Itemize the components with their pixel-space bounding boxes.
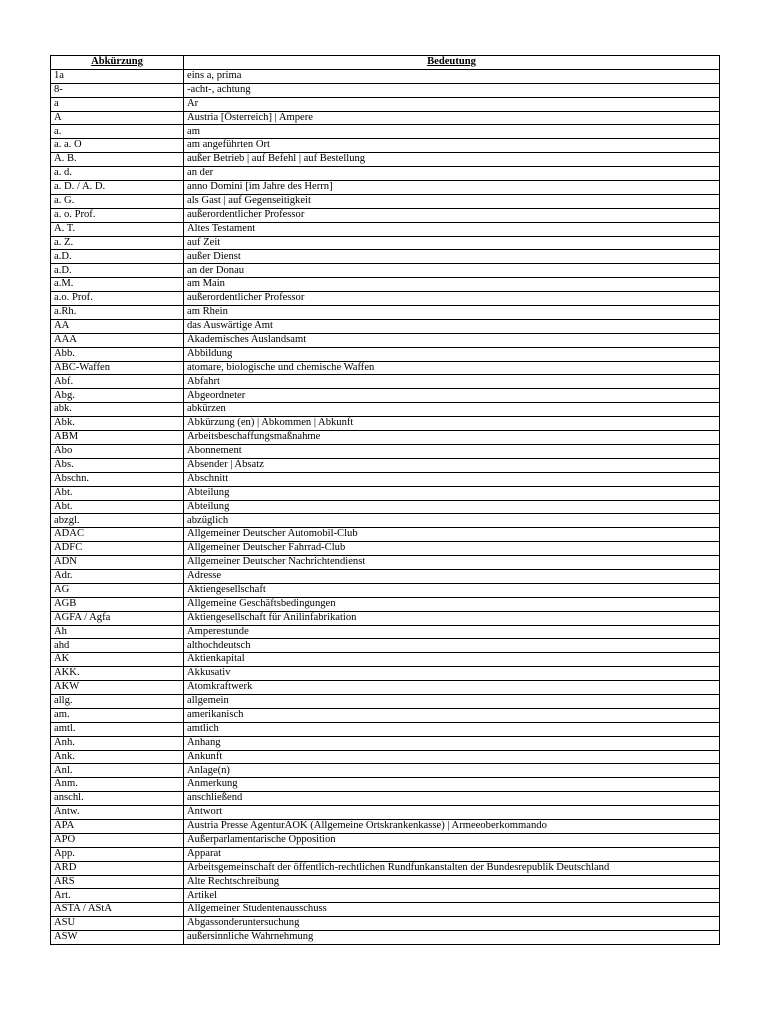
meaning-cell: Austria [Österreich] | Ampere	[184, 111, 720, 125]
table-row	[51, 153, 720, 167]
table-row	[51, 917, 720, 931]
table-row	[51, 931, 720, 945]
header-meaning: Bedeutung	[184, 56, 720, 70]
table-row	[51, 375, 720, 389]
meaning-cell: Artikel	[184, 889, 720, 903]
abbreviation-cell: ahd	[51, 639, 184, 653]
meaning-cell: an der	[184, 167, 720, 181]
meaning-cell: amerikanisch	[184, 708, 720, 722]
meaning-cell: -acht-, achtung	[184, 83, 720, 97]
abbreviation-cell: a. a. O	[51, 139, 184, 153]
table-row	[51, 69, 720, 83]
table-row	[51, 694, 720, 708]
abbreviation-cell: a.D.	[51, 250, 184, 264]
abbreviation-cell: Antw.	[51, 806, 184, 820]
table-row	[51, 708, 720, 722]
abbreviation-cell: AGFA / Agfa	[51, 611, 184, 625]
abbreviation-cell: Adr.	[51, 569, 184, 583]
abbreviation-cell: ASW	[51, 931, 184, 945]
meaning-cell: Allgemeiner Deutscher Fahrrad-Club	[184, 542, 720, 556]
abbreviation-cell: am.	[51, 708, 184, 722]
table-row	[51, 889, 720, 903]
abbreviation-cell: AA	[51, 319, 184, 333]
abbreviation-cell: abzgl.	[51, 514, 184, 528]
meaning-cell: althochdeutsch	[184, 639, 720, 653]
meaning-cell: Ar	[184, 97, 720, 111]
abbreviation-cell: a	[51, 97, 184, 111]
abbreviation-cell: Abt.	[51, 500, 184, 514]
header-abbreviation: Abkürzung	[51, 56, 184, 70]
table-row	[51, 833, 720, 847]
meaning-cell: atomare, biologische und chemische Waffen	[184, 361, 720, 375]
table-row	[51, 806, 720, 820]
table-row	[51, 97, 720, 111]
table-row	[51, 472, 720, 486]
meaning-cell: Alte Rechtschreibung	[184, 875, 720, 889]
meaning-cell: am	[184, 125, 720, 139]
abbreviation-cell: ADN	[51, 556, 184, 570]
meaning-cell: als Gast | auf Gegenseitigkeit	[184, 194, 720, 208]
meaning-cell: Aktienkapital	[184, 653, 720, 667]
meaning-cell: Antwort	[184, 806, 720, 820]
abbreviation-cell: ABM	[51, 431, 184, 445]
meaning-cell: Adresse	[184, 569, 720, 583]
table-row	[51, 556, 720, 570]
abbreviation-cell: Anl.	[51, 764, 184, 778]
abbreviation-cell: 8-	[51, 83, 184, 97]
table-row	[51, 778, 720, 792]
table-body	[51, 69, 720, 944]
table-row	[51, 500, 720, 514]
table-row	[51, 264, 720, 278]
abbreviation-cell: ARD	[51, 861, 184, 875]
table-row	[51, 667, 720, 681]
abbreviation-cell: A. T.	[51, 222, 184, 236]
table-row	[51, 444, 720, 458]
meaning-cell: Apparat	[184, 847, 720, 861]
meaning-cell: Altes Testament	[184, 222, 720, 236]
table-row	[51, 875, 720, 889]
abbreviation-cell: Anm.	[51, 778, 184, 792]
abbreviation-cell: Ank.	[51, 750, 184, 764]
table-row	[51, 639, 720, 653]
table-row	[51, 417, 720, 431]
table-row	[51, 847, 720, 861]
meaning-cell: am Main	[184, 278, 720, 292]
meaning-cell: Abkürzung (en) | Abkommen | Abkunft	[184, 417, 720, 431]
meaning-cell: am angeführten Ort	[184, 139, 720, 153]
abbreviation-cell: a. D. / A. D.	[51, 181, 184, 195]
table-row	[51, 722, 720, 736]
table-row	[51, 208, 720, 222]
table-row	[51, 583, 720, 597]
meaning-cell: Allgemeiner Studentenausschuss	[184, 903, 720, 917]
abbreviations-table	[50, 55, 720, 945]
table-row	[51, 139, 720, 153]
table-row	[51, 653, 720, 667]
abbreviation-cell: App.	[51, 847, 184, 861]
abbreviation-cell: a. G.	[51, 194, 184, 208]
meaning-cell: Abonnement	[184, 444, 720, 458]
abbreviation-cell: ABC-Waffen	[51, 361, 184, 375]
table-row	[51, 167, 720, 181]
meaning-cell: Allgemeiner Deutscher Automobil-Club	[184, 528, 720, 542]
abbreviation-cell: Art.	[51, 889, 184, 903]
meaning-cell: anschließend	[184, 792, 720, 806]
table-row	[51, 83, 720, 97]
meaning-cell: Abgeordneter	[184, 389, 720, 403]
meaning-cell: allgemein	[184, 694, 720, 708]
meaning-cell: Atomkraftwerk	[184, 681, 720, 695]
abbreviation-cell: Abf.	[51, 375, 184, 389]
meaning-cell: Ankunft	[184, 750, 720, 764]
meaning-cell: Arbeitsbeschaffungsmaßnahme	[184, 431, 720, 445]
abbreviation-cell: a.o. Prof.	[51, 292, 184, 306]
table-row	[51, 528, 720, 542]
table-row	[51, 569, 720, 583]
table-row	[51, 736, 720, 750]
meaning-cell: außersinnliche Wahrnehmung	[184, 931, 720, 945]
meaning-cell: Abteilung	[184, 486, 720, 500]
meaning-cell: Abgassonderuntersuchung	[184, 917, 720, 931]
table-row	[51, 333, 720, 347]
meaning-cell: Allgemeine Geschäftsbedingungen	[184, 597, 720, 611]
abbreviation-cell: A. B.	[51, 153, 184, 167]
abbreviation-cell: anschl.	[51, 792, 184, 806]
table-row	[51, 542, 720, 556]
meaning-cell: Abschnitt	[184, 472, 720, 486]
table-row	[51, 764, 720, 778]
abbreviation-cell: ASU	[51, 917, 184, 931]
abbreviation-cell: a.Rh.	[51, 306, 184, 320]
table-header-row	[51, 56, 720, 70]
table-row	[51, 292, 720, 306]
table-row	[51, 222, 720, 236]
abbreviation-cell: Abs.	[51, 458, 184, 472]
table-row	[51, 181, 720, 195]
abbreviation-cell: a.	[51, 125, 184, 139]
table-row	[51, 819, 720, 833]
abbreviation-cell: a. o. Prof.	[51, 208, 184, 222]
abbreviation-cell: AKW	[51, 681, 184, 695]
abbreviation-cell: a. Z.	[51, 236, 184, 250]
meaning-cell: Allgemeiner Deutscher Nachrichtendienst	[184, 556, 720, 570]
abbreviation-cell: a. d.	[51, 167, 184, 181]
table-row	[51, 306, 720, 320]
meaning-cell: Aktiengesellschaft	[184, 583, 720, 597]
abbreviation-cell: a.M.	[51, 278, 184, 292]
meaning-cell: Austria Presse AgenturAOK (Allgemeine Ortskrankenkasse) | Armeeoberkommando	[184, 819, 720, 833]
table-row	[51, 278, 720, 292]
abbreviation-cell: AAA	[51, 333, 184, 347]
table-row	[51, 611, 720, 625]
abbreviation-cell: Abschn.	[51, 472, 184, 486]
table-row	[51, 458, 720, 472]
table-row	[51, 319, 720, 333]
table-row	[51, 597, 720, 611]
abbreviation-cell: AGB	[51, 597, 184, 611]
abbreviation-cell: APA	[51, 819, 184, 833]
meaning-cell: Anlage(n)	[184, 764, 720, 778]
meaning-cell: Absender | Absatz	[184, 458, 720, 472]
meaning-cell: abkürzen	[184, 403, 720, 417]
abbreviation-cell: Abt.	[51, 486, 184, 500]
abbreviation-cell: 1a	[51, 69, 184, 83]
table-row	[51, 861, 720, 875]
table-row	[51, 361, 720, 375]
meaning-cell: Anhang	[184, 736, 720, 750]
meaning-cell: eins a, prima	[184, 69, 720, 83]
abbreviation-cell: ADFC	[51, 542, 184, 556]
meaning-cell: an der Donau	[184, 264, 720, 278]
table-row	[51, 903, 720, 917]
table-row	[51, 681, 720, 695]
meaning-cell: Abbildung	[184, 347, 720, 361]
abbreviation-cell: APO	[51, 833, 184, 847]
meaning-cell: Amperestunde	[184, 625, 720, 639]
meaning-cell: Arbeitsgemeinschaft der öffentlich-rechtlichen Rundfunkanstalten der Bundesrepublik Deutschland	[184, 861, 720, 875]
meaning-cell: abzüglich	[184, 514, 720, 528]
abbreviation-cell: allg.	[51, 694, 184, 708]
meaning-cell: außerordentlicher Professor	[184, 292, 720, 306]
table-row	[51, 389, 720, 403]
table-row	[51, 431, 720, 445]
table-row	[51, 625, 720, 639]
abbreviation-cell: Abb.	[51, 347, 184, 361]
meaning-cell: am Rhein	[184, 306, 720, 320]
table-row	[51, 236, 720, 250]
abbreviation-cell: ARS	[51, 875, 184, 889]
table-row	[51, 403, 720, 417]
meaning-cell: Abteilung	[184, 500, 720, 514]
abbreviation-cell: Abg.	[51, 389, 184, 403]
meaning-cell: das Auswärtige Amt	[184, 319, 720, 333]
abbreviation-cell: Abo	[51, 444, 184, 458]
meaning-cell: außerordentlicher Professor	[184, 208, 720, 222]
table-row	[51, 792, 720, 806]
abbreviation-cell: Ah	[51, 625, 184, 639]
meaning-cell: Aktiengesellschaft für Anilinfabrikation	[184, 611, 720, 625]
table-row	[51, 194, 720, 208]
meaning-cell: außer Betrieb | auf Befehl | auf Bestellung	[184, 153, 720, 167]
table-row	[51, 125, 720, 139]
meaning-cell: Akademisches Auslandsamt	[184, 333, 720, 347]
meaning-cell: außer Dienst	[184, 250, 720, 264]
meaning-cell: anno Domini [im Jahre des Herrn]	[184, 181, 720, 195]
meaning-cell: Abfahrt	[184, 375, 720, 389]
abbreviation-cell: abk.	[51, 403, 184, 417]
abbreviation-cell: ASTA / AStA	[51, 903, 184, 917]
table-row	[51, 111, 720, 125]
table-row	[51, 514, 720, 528]
table-row	[51, 250, 720, 264]
table-row	[51, 750, 720, 764]
abbreviation-cell: AK	[51, 653, 184, 667]
meaning-cell: amtlich	[184, 722, 720, 736]
abbreviation-cell: A	[51, 111, 184, 125]
table-row	[51, 347, 720, 361]
abbreviation-cell: amtl.	[51, 722, 184, 736]
meaning-cell: auf Zeit	[184, 236, 720, 250]
abbreviation-cell: Anh.	[51, 736, 184, 750]
meaning-cell: Anmerkung	[184, 778, 720, 792]
abbreviation-cell: AKK.	[51, 667, 184, 681]
table-row	[51, 486, 720, 500]
meaning-cell: Akkusativ	[184, 667, 720, 681]
abbreviation-cell: a.D.	[51, 264, 184, 278]
abbreviation-cell: ADAC	[51, 528, 184, 542]
abbreviation-cell: Abk.	[51, 417, 184, 431]
abbreviation-cell: AG	[51, 583, 184, 597]
meaning-cell: Außerparlamentarische Opposition	[184, 833, 720, 847]
